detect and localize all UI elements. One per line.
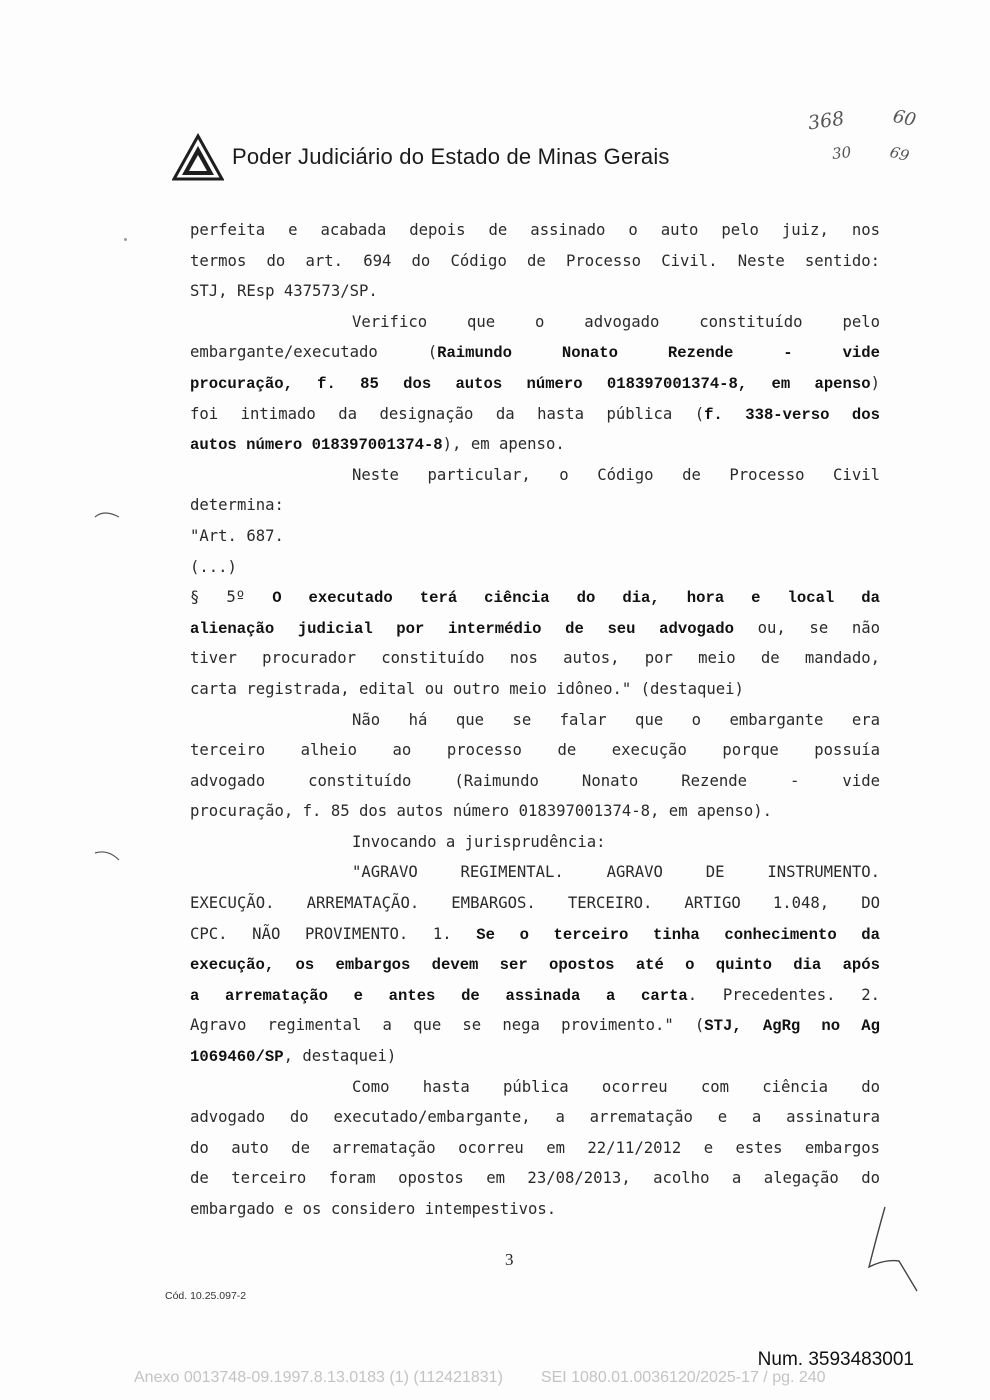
text-line: embargante/executado (Raimundo Nonato Rezende - vide [190, 343, 881, 363]
text-line: advogado constituído (Raimundo Nonato Rezende - vide [190, 771, 880, 790]
text-line: alienação judicial por intermédio de seu advogado ou, se não [190, 618, 880, 638]
text-line: a arrematação e antes de assinada a carta. Precedentes. 2. [190, 985, 881, 1005]
text-line: carta registrada, edital ou outro meio idôneo." (destaquei) [190, 679, 744, 698]
text-line: EXECUÇÃO. ARREMATAÇÃO. EMBARGOS. TERCEIRO. ARTIGO 1.048, DO [190, 894, 880, 913]
text-line: foi intimado da designação da hasta pública (f. 338-verso dos [190, 404, 880, 424]
court-title: Poder Judiciário do Estado de Minas Gerais [232, 144, 670, 169]
text-line: procuração, f. 85 dos autos número 018397001374-8, em apenso) [190, 373, 880, 393]
text-line: STJ, REsp 437573/SP. [190, 282, 378, 301]
document-number: Num. 3593483001 [757, 1349, 914, 1370]
sei-reference: SEI 1080.01.0036120/2025-17 / pg. 240 [540, 1369, 826, 1386]
folio-stamp: 69 [887, 142, 912, 166]
text-line: determina: [190, 496, 284, 515]
text-line: "Art. 687. [190, 526, 284, 545]
text-line: procuração, f. 85 dos autos número 018397001374-8, em apenso). [190, 802, 773, 821]
text-line: terceiro alheio ao processo de execução porque possuía [190, 741, 880, 760]
scan-speck [124, 238, 127, 241]
text-line: embargado e os considero intempestivos. [190, 1200, 557, 1218]
text-line: CPC. NÃO PROVIMENTO. 1. Se o terceiro tinha conhecimento da [190, 924, 880, 944]
letterhead [172, 132, 670, 182]
text-line: de terceiro foram opostos em 23/08/2013, acolho a alegação do [190, 1169, 880, 1188]
margin-pen-mark-icon [94, 508, 120, 520]
document-body [190, 215, 880, 1225]
text-line: § 5º O executado terá ciência do dia, hora e local da [190, 588, 880, 608]
folio-stamp: 60 [891, 105, 918, 132]
handwritten-initial-icon [855, 1205, 925, 1295]
folio-stamp: 368 [806, 107, 846, 135]
form-code: Cód. 10.25.097-2 [165, 1290, 247, 1302]
text-line: (...) [190, 557, 237, 576]
text-line: Verifico que o advogado constituído pelo [352, 312, 880, 331]
text-line: tiver procurador constituído nos autos, por meio de mandado, [190, 649, 880, 668]
text-line: perfeita e acabada depois de assinado o auto pelo juiz, nos [190, 221, 880, 239]
text-line: execução, os embargos devem ser opostos até o quinto dia após [190, 956, 880, 975]
text-line: Agravo regimental a que se nega provimento." (STJ, AgRg no Ag [190, 1016, 880, 1036]
margin-pen-mark-icon [94, 848, 120, 862]
folio-stamp: 30 [831, 143, 852, 163]
text-line: advogado do executado/embargante, a arrematação e a assinatura [190, 1108, 880, 1127]
page-number: 3 [505, 1250, 514, 1269]
text-line: 1069460/SP, destaquei) [190, 1047, 397, 1067]
text-line: Como hasta pública ocorreu com ciência do [352, 1077, 880, 1096]
annex-reference: Anexo 0013748-09.1997.8.13.0183 (1) (112421831) [134, 1369, 503, 1386]
text-line: do auto de arrematação ocorreu em 22/11/2012 e estes embargos [190, 1138, 880, 1157]
text-line: termos do art. 694 do Código de Processo Civil. Neste sentido: [190, 251, 880, 270]
text-line: Neste particular, o Código de Processo Civil [352, 465, 880, 484]
text-line: Invocando a jurisprudência: [352, 832, 606, 851]
text-line: "AGRAVO REGIMENTAL. AGRAVO DE INSTRUMENTO. [352, 863, 880, 882]
text-line: Não há que se falar que o embargante era [352, 710, 880, 729]
tjmg-triangle-logo-icon [172, 133, 224, 181]
text-line: autos número 018397001374-8), em apenso. [190, 435, 565, 455]
annex-watermark [134, 1369, 864, 1387]
